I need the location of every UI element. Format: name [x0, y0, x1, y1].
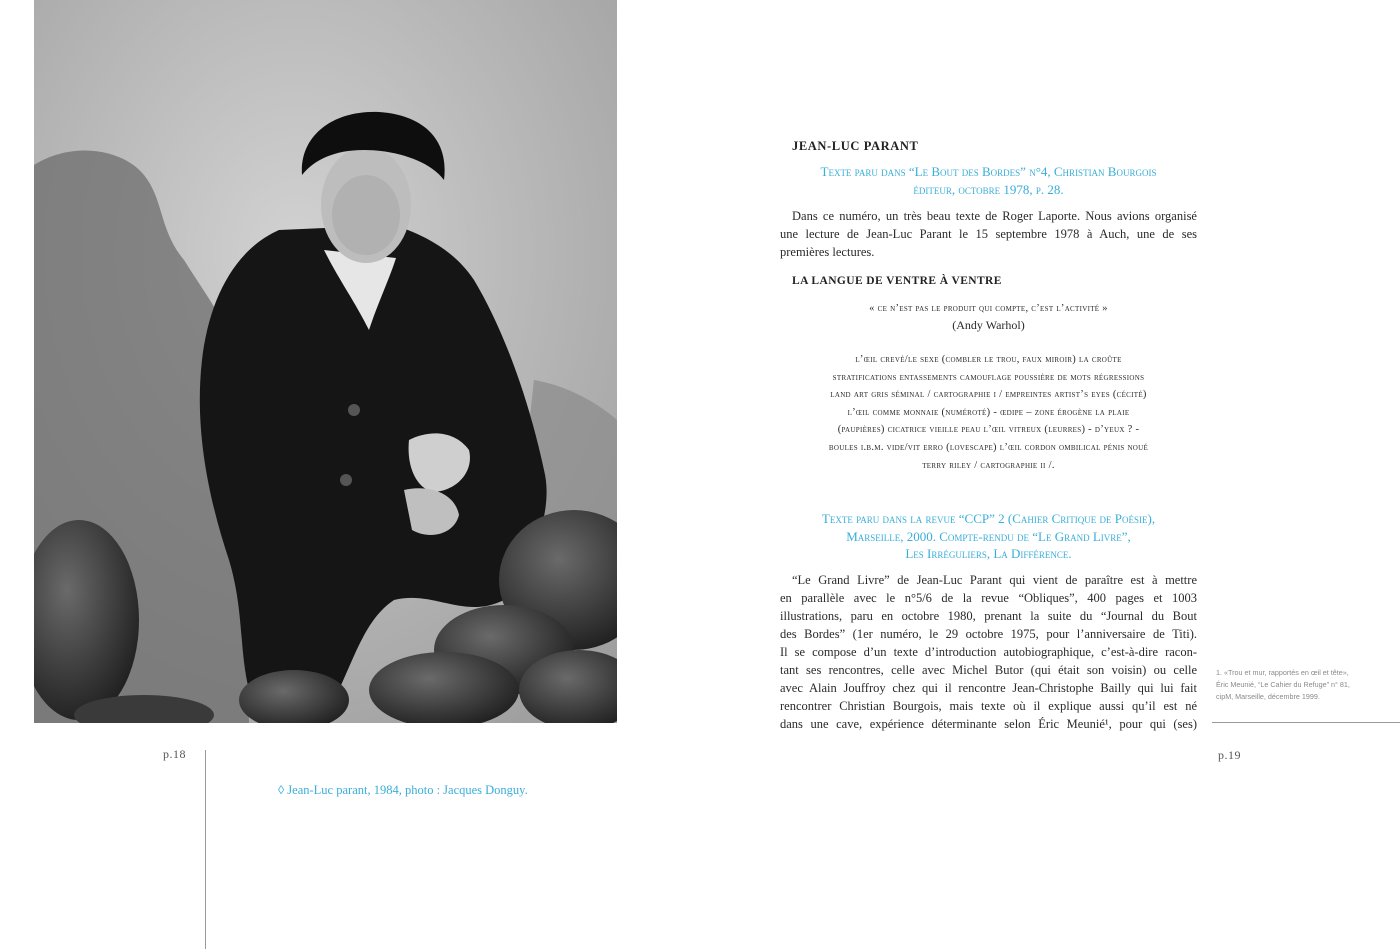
review-paragraph [780, 571, 1197, 733]
footnote-line: cipM, Marseille, décembre 1999. [1216, 692, 1320, 702]
intro-line: Dans ce numéro, un très beau texte de Roger Laporte. Nous avions organisé [792, 209, 1197, 223]
poem-line: terry riley / cartographie ii /. [922, 459, 1055, 471]
photo-caption: ◊ Jean-Luc parant, 1984, photo : Jacques Donguy. [278, 783, 528, 797]
footnote-rule [1212, 722, 1400, 723]
section-subheading: LA LANGUE DE VENTRE À VENTRE [792, 275, 1002, 287]
author-heading: JEAN-LUC PARANT [792, 139, 919, 153]
footnote-line: Éric Meunié, “Le Cahier du Refuge” n° 81, [1216, 680, 1350, 690]
page-number-left: p.18 [163, 747, 186, 761]
footnote-line: 1. «Trou et mur, rapportés en œil et tête», [1216, 668, 1349, 677]
source-note-2-line: Marseille, 2000. Compte-rendu de “Le Grand Livre”, [846, 528, 1131, 544]
poem-line: (paupières) cicatrice vieille peau l’œil vitreux (leurres) - d’yeux ? - [837, 424, 1140, 436]
review-line: rencontrer Christian Bourgois, mais texte où il explique aussi qu’il est né [780, 699, 1197, 713]
source-note-1 [780, 163, 1197, 198]
review-line: Il se compose d’un texte d’introduction autobiographique, c’est-à-dire racon- [780, 645, 1197, 659]
poem-block [780, 351, 1197, 474]
poem-line: stratifications entassements camouflage poussière de mots régressions [832, 371, 1145, 383]
intro-line: une lecture de Jean-Luc Parant le 15 septembre 1978 à Auch, une de ses [780, 227, 1197, 241]
review-line: dans une cave, expérience déterminante selon Éric Meunié¹, pour qui (ses) [780, 717, 1197, 731]
source-note-2 [780, 510, 1197, 563]
review-line: “Le Grand Livre” de Jean-Luc Parant qui vient de paraître est à mettre [792, 573, 1197, 587]
intro-line: premières lectures. [780, 245, 875, 259]
portrait-photo [34, 0, 617, 723]
vertical-rule [205, 750, 206, 949]
page-number-right: p.19 [1218, 748, 1241, 762]
source-note-2-line: Texte paru dans la revue “CCP” 2 (Cahier Critique de Poésie), [821, 511, 1156, 526]
source-note-1-line: Texte paru dans “Le Bout des Bordes” n°4, Christian Bourgois [820, 164, 1157, 179]
review-line: en parallèle avec le n°5/6 de la revue “Obliques”, 400 pages et 1003 [780, 591, 1197, 605]
source-note-2-line: Les Irréguliers, La Différence. [905, 546, 1072, 561]
poem-line: boules i.b.m. vide/vit erro (lovescape) l’œil cordon ombilical pénis noué [828, 441, 1149, 453]
review-line: avec Alain Jouffroy chez qui il rencontre Jean-Christophe Bailly qui lui fait [780, 681, 1197, 695]
epigraph-quote: « ce n’est pas le produit qui compte, c’est l’activité » [869, 303, 1108, 314]
source-note-1-line: éditeur, octobre 1978, p. 28. [913, 181, 1064, 197]
review-line: des Bordes” (1er numéro, le 29 octobre 1975, pour l’anniversaire de Titi). [780, 627, 1197, 641]
poem-line: l’œil crevé/le sexe (combler le trou, faux miroir) la croûte [855, 354, 1122, 365]
epigraph-author: (Andy Warhol) [952, 318, 1025, 332]
footnote [1216, 667, 1366, 704]
review-line: tant ses rencontres, celle avec Michel Butor (qui était son voisin) ou celle [780, 663, 1197, 677]
review-line: illustrations, paru en octobre 1980, prenant la suite du “Journal du Bout [780, 609, 1197, 623]
poem-line: l’œil comme monnaie (numéroté) - œdipe – zone érogène la plaie [847, 406, 1130, 418]
poem-line: land art gris séminal / cartographie i / empreintes artist’s eyes (cécité) [830, 389, 1147, 401]
intro-paragraph [780, 207, 1197, 261]
epigraph [780, 300, 1197, 334]
